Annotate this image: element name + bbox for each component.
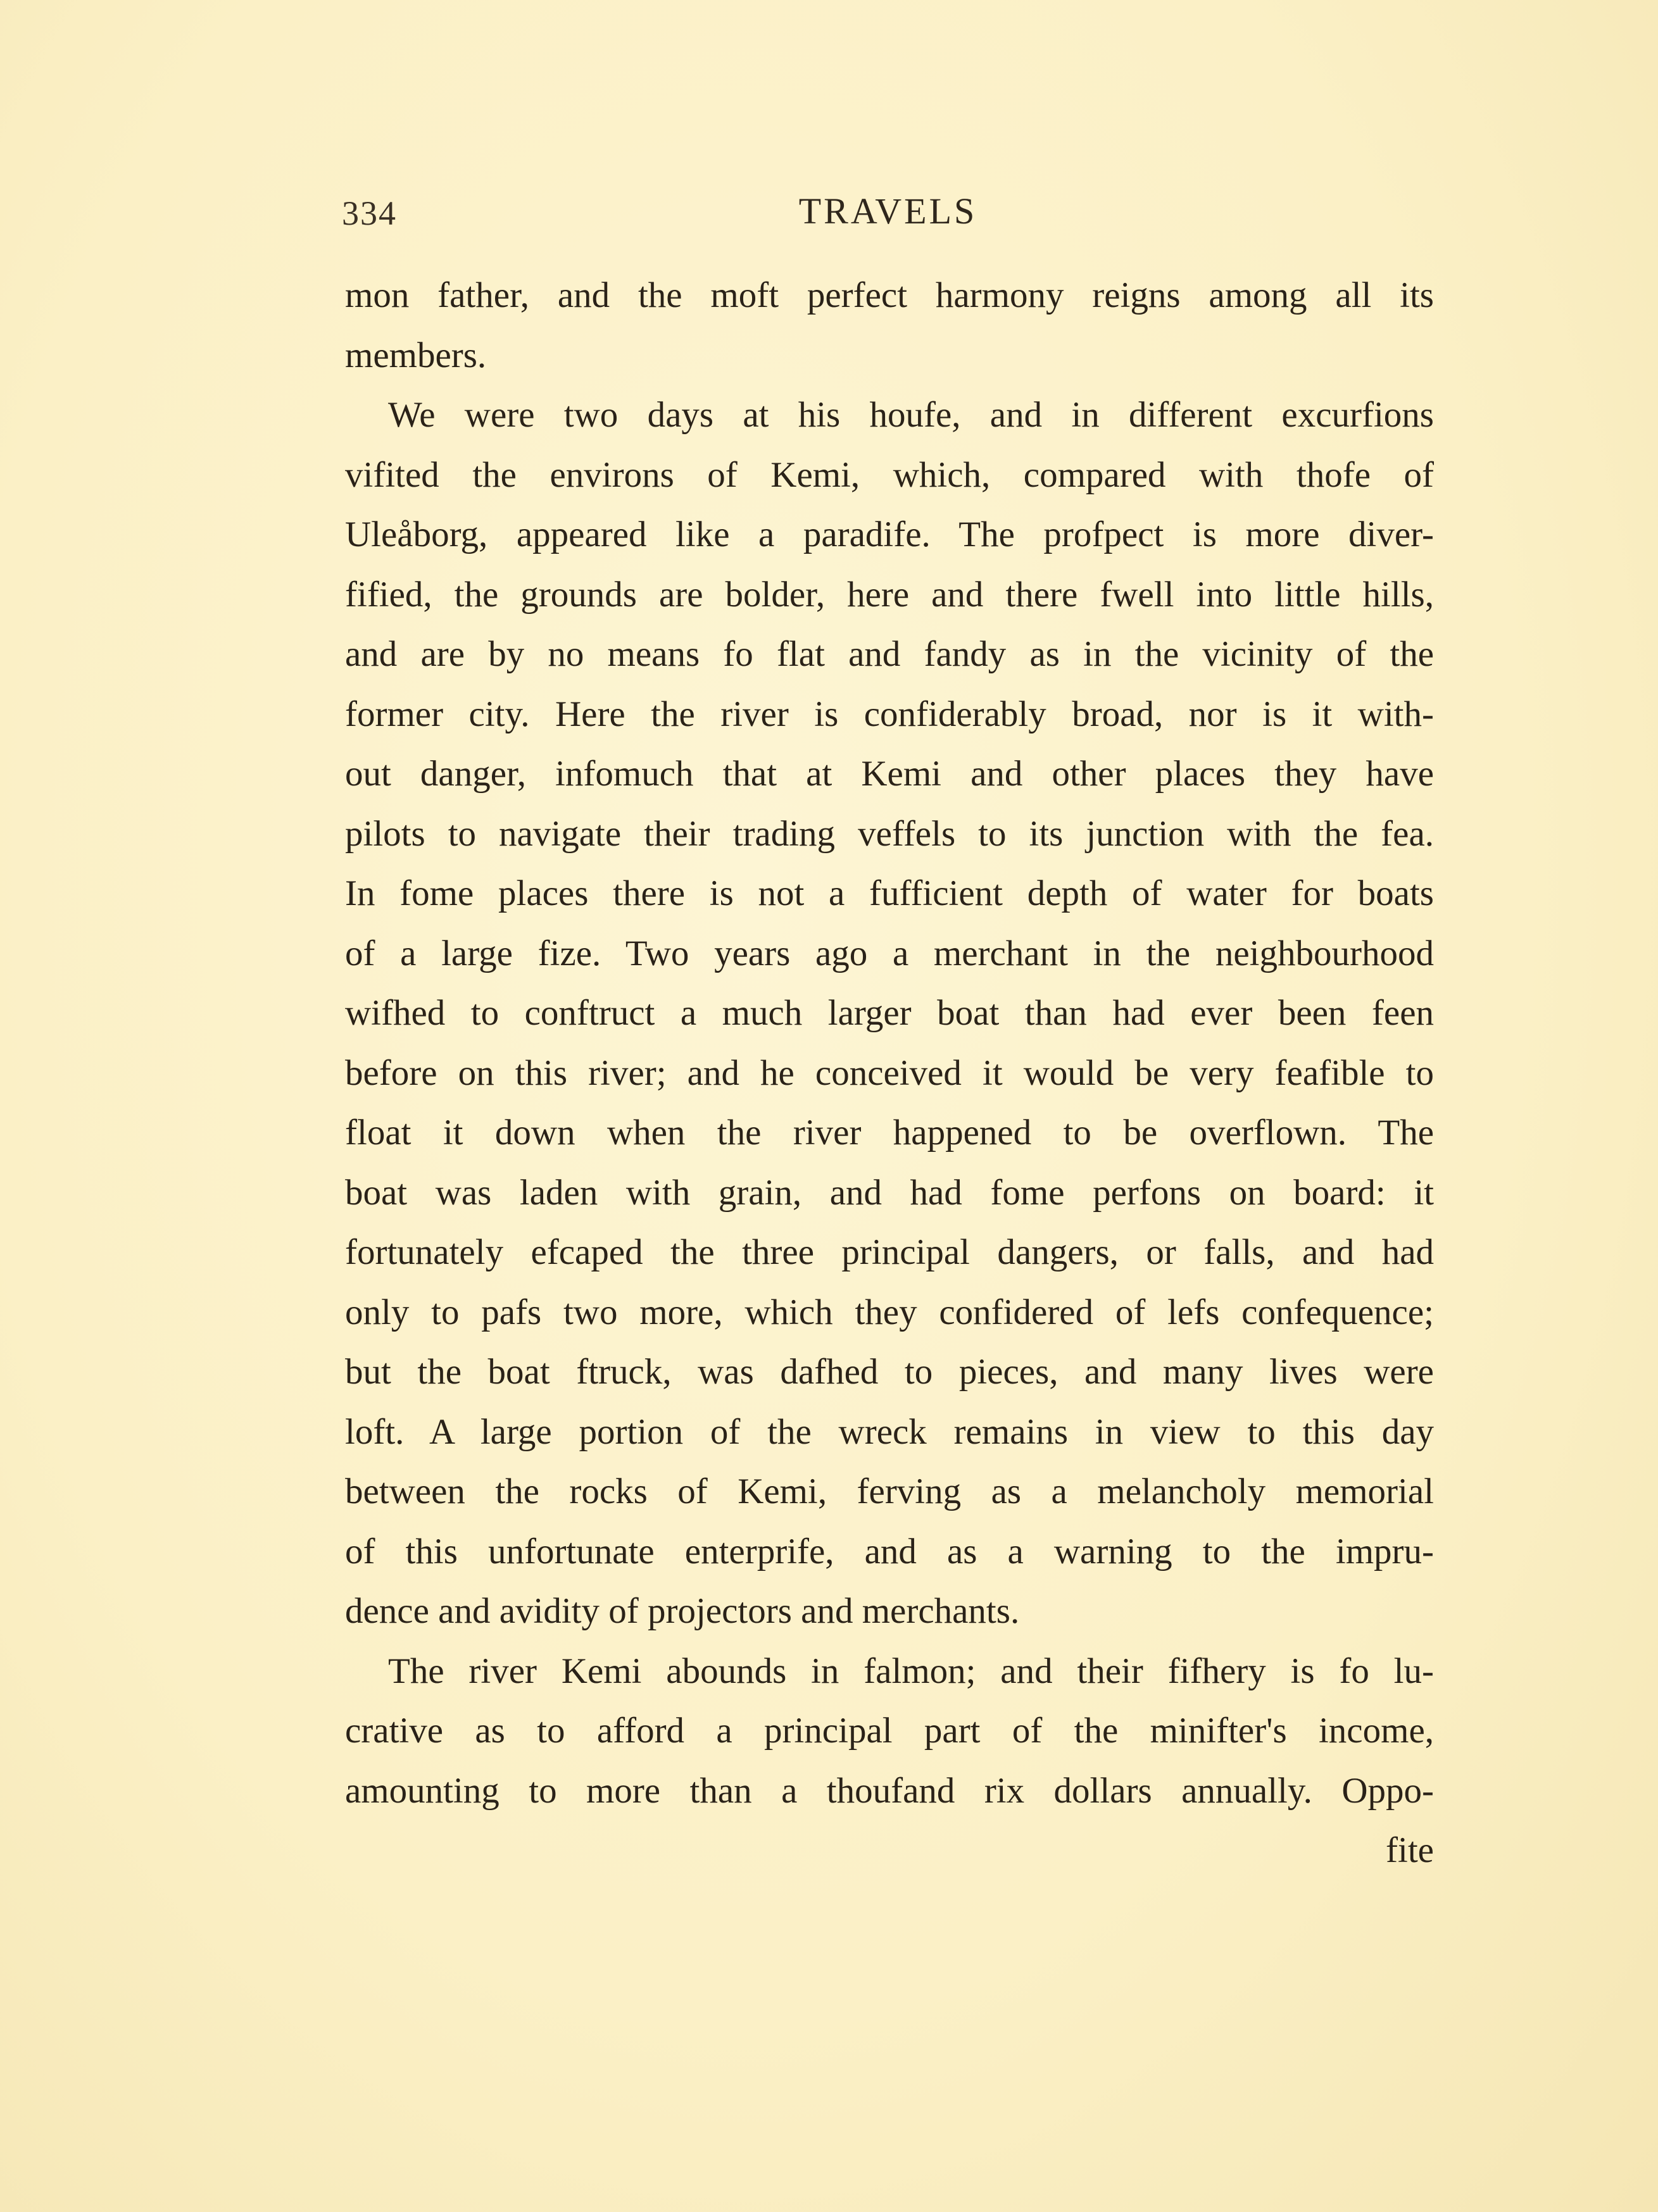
text-line: between the rocks of Kemi, ferving as a melancholy memorial <box>345 1472 1434 1511</box>
page-header <box>342 190 1434 247</box>
text-line: former city. Here the river is confiderably broad, nor is it with- <box>345 694 1434 734</box>
text-line: out danger, infomuch that at Kemi and other places they have <box>345 754 1434 794</box>
text-line: crative as to afford a principal part of the minifter's income, <box>345 1711 1434 1751</box>
text-line: vifited the environs of Kemi, which, compared with thofe of <box>345 454 1434 495</box>
text-line: dence and avidity of projectors and merchants. <box>345 1591 1020 1631</box>
text-line: but the boat ftruck, was dafhed to pieces, and many lives were <box>345 1352 1434 1392</box>
text-line: In fome places there is not a fufficient depth of water for boats <box>345 873 1434 913</box>
text-line: loft. A large portion of the wreck remains in view to this day <box>345 1411 1434 1452</box>
text-line: We were two days at his houfe, and in different excurfions <box>388 395 1434 435</box>
text-line: and are by no means fo flat and fandy as in the vicinity of the <box>345 634 1434 674</box>
text-line: float it down when the river happened to be overflown. The <box>345 1113 1434 1153</box>
catchword: fite <box>1386 1830 1434 1870</box>
body-text <box>345 266 1434 1881</box>
text-line: pilots to navigate their trading veffels to its junction with the fea. <box>345 813 1434 854</box>
text-line: members. <box>345 335 487 375</box>
text-line: only to pafs two more, which they confidered of lefs confequence; <box>345 1292 1434 1332</box>
text-line: of a large fize. Two years ago a merchant in the neighbourhood <box>345 933 1434 973</box>
text-line: amounting to more than a thoufand rix dollars annually. Oppo- <box>345 1770 1434 1811</box>
page-number: 334 <box>342 194 397 232</box>
text-line: wifhed to conftruct a much larger boat than had ever been feen <box>345 993 1434 1033</box>
text-line: of this unfortunate enterprife, and as a warning to the impru- <box>345 1531 1434 1572</box>
running-head: TRAVELS <box>798 191 977 232</box>
text-line: before on this river; and he conceived it would be very feafible to <box>345 1053 1434 1093</box>
text-line: Uleåborg, appeared like a paradife. The profpect is more diver- <box>345 515 1434 554</box>
text-line: The river Kemi abounds in falmon; and their fifhery is fo lu- <box>388 1651 1434 1691</box>
text-line: boat was laden with grain, and had fome perfons on board: it <box>345 1172 1434 1213</box>
text-line: fortunately efcaped the three principal dangers, or falls, and had <box>345 1232 1434 1272</box>
text-line: mon father, and the moft perfect harmony reigns among all its <box>345 275 1434 315</box>
text-line: fified, the grounds are bolder, here and there fwell into little hills, <box>345 574 1434 615</box>
